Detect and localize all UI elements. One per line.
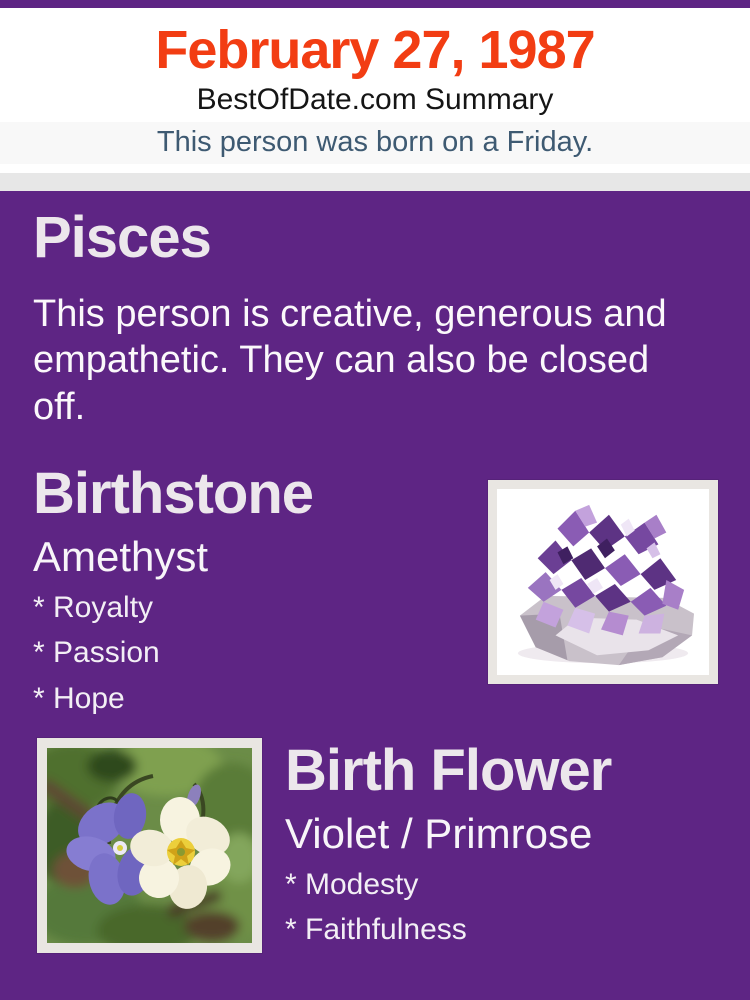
violet-primrose-illustration xyxy=(47,748,252,943)
top-accent-bar xyxy=(0,0,750,8)
born-day-line: This person was born on a Friday. xyxy=(0,122,750,163)
birth-flower-name: Violet / Primrose xyxy=(285,809,593,857)
birth-flower-trait: * Modesty xyxy=(285,867,419,901)
birthstone-trait: * Royalty xyxy=(33,590,154,624)
birth-flower-image-frame xyxy=(37,738,262,953)
birth-flower-heading: Birth Flower xyxy=(285,738,612,803)
amethyst-photo xyxy=(497,489,709,675)
birthstone-name: Amethyst xyxy=(33,532,209,580)
birthstone-section xyxy=(33,463,313,716)
birthstone-trait: * Hope xyxy=(33,681,125,715)
birthstone-trait: * Passion xyxy=(33,636,160,670)
page-title-date: February 27, 1987 xyxy=(155,20,595,80)
birth-flower-section xyxy=(285,740,611,948)
main-content xyxy=(0,191,750,1000)
site-summary-title: BestOfDate.com Summary xyxy=(196,82,554,116)
zodiac-description: This person is creative, generous and empathetic. They can also be closed off. xyxy=(33,293,667,428)
header xyxy=(0,8,750,173)
amethyst-crystal-illustration xyxy=(497,489,709,675)
birth-flower-trait: * Faithfulness xyxy=(285,913,467,947)
violet-primrose-photo xyxy=(47,748,252,943)
birthstone-heading: Birthstone xyxy=(33,461,313,526)
birthstone-image-frame xyxy=(488,480,718,684)
zodiac-heading: Pisces xyxy=(33,205,211,270)
divider-bar xyxy=(0,173,750,191)
